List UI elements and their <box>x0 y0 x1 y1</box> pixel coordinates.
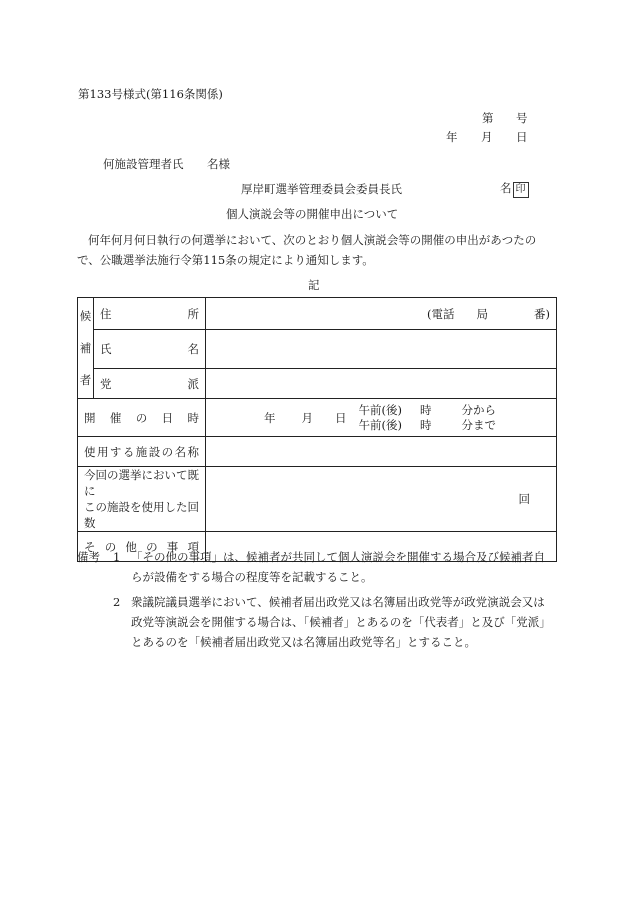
count-unit: 回 <box>518 492 530 506</box>
hour-start: 時 <box>419 402 432 417</box>
dt-year: 年 <box>264 410 276 425</box>
candidate-label: 候 補 者 <box>78 298 94 399</box>
note-1-line-1: 「その他の事項」は、候補者が共同して個人演説会を開催する場合及び候補者自 <box>131 550 545 564</box>
addressee-suffix: 名様 <box>207 157 230 171</box>
note-1-line-2: らが設備をする場合の程度等を記載すること。 <box>131 570 373 584</box>
seal-mark: 印 <box>513 182 529 198</box>
note-2-number: 2 <box>113 595 121 609</box>
dt-day: 日 <box>335 410 347 425</box>
form-number: 第133号様式(第116条関係) <box>78 87 223 101</box>
name-field[interactable] <box>206 330 557 369</box>
note-2-line-1: 衆議院議員選挙において、候補者届出政党又は名簿届出政党等が政党演説会又は <box>131 595 545 609</box>
addressee-prefix: 何施設管理者氏 <box>103 157 184 171</box>
note-2-line-2: 政党等演説会を開催する場合は、「候補者」とあるのを「代表者」と及び「党派」 <box>131 615 551 629</box>
date-year: 年 <box>446 130 458 144</box>
ampm-end: 午前(後) <box>358 417 402 432</box>
datetime-field[interactable] <box>206 399 557 437</box>
notes-heading: 備考 <box>77 550 100 564</box>
sender-name <box>500 180 529 198</box>
sender-title: 厚岸町選挙管理委員会委員長氏 <box>241 182 402 196</box>
sender-name-char: 名 <box>500 181 512 195</box>
min-to: 分まで <box>461 417 496 432</box>
min-from: 分から <box>461 402 496 417</box>
usage-count-field[interactable] <box>206 467 557 532</box>
ampm-start: 午前(後) <box>358 402 402 417</box>
dt-month: 月 <box>301 410 313 425</box>
phone-kyoku: 局 <box>476 306 488 321</box>
body-line-2: で、公職選挙法施行令第115条の規定により通知します。 <box>77 253 374 267</box>
address-field[interactable] <box>206 298 557 330</box>
phone-ban: 番) <box>534 306 550 321</box>
party-label: 党 派 <box>94 369 206 399</box>
facility-name-field[interactable] <box>206 437 557 467</box>
name-label: 氏 名 <box>94 330 206 369</box>
other-matters-label: そ の 他 の 事 項 <box>78 532 206 562</box>
date-day: 日 <box>516 130 528 144</box>
address-label: 住 所 <box>94 298 206 330</box>
doc-number-go: 号 <box>516 111 528 125</box>
note-2-line-3: とあるのを「候補者届出政党又は名簿届出政党等名」とすること。 <box>131 635 476 649</box>
phone-open: (電話 <box>427 306 455 321</box>
notification-form-table <box>77 297 557 562</box>
body-line-1: 何年何月何日執行の何選挙において、次のとおり個人演説会等の開催の申出があつたの <box>88 233 537 247</box>
doc-number-dai: 第 <box>482 111 494 125</box>
note-1-number: 1 <box>113 550 121 564</box>
party-field[interactable] <box>206 369 557 399</box>
date-month: 月 <box>481 130 493 144</box>
subject-title: 個人演説会等の開催申出について <box>226 207 399 221</box>
hour-end: 時 <box>419 417 432 432</box>
datetime-label: 開 催 の 日 時 <box>78 399 206 437</box>
usage-count-label: 今回の選挙において既に この施設を使用した回数 <box>78 467 206 532</box>
facility-name-label: 使 用 す る 施 設 の 名 称 <box>78 437 206 467</box>
ki-label: 記 <box>308 278 320 292</box>
